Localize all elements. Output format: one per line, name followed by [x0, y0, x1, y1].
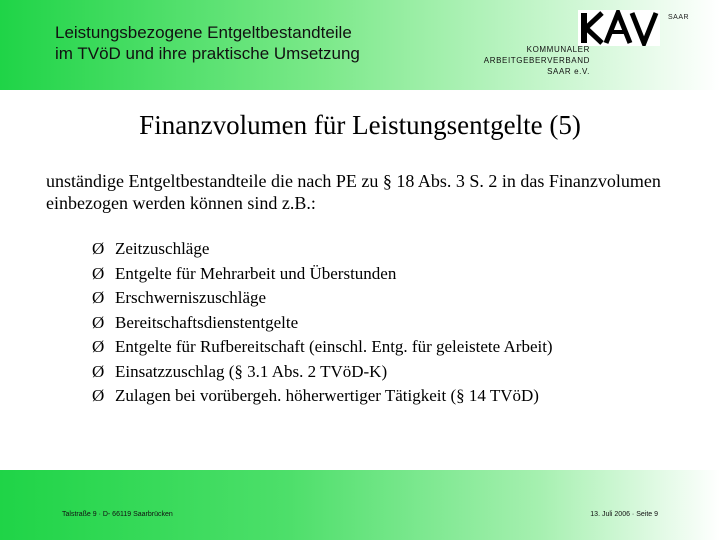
arrow-bullet-icon: Ø: [92, 312, 105, 332]
org-line: KOMMUNALER: [526, 45, 590, 54]
bullet-text: Erschwerniszuschläge: [115, 288, 267, 307]
slide-title: Finanzvolumen für Leistungsentgelte (5): [139, 110, 581, 140]
saar-label: SAAR: [668, 14, 690, 21]
kav-logo: [578, 10, 660, 46]
bullet-item: [92, 360, 553, 385]
bullet-item: [92, 384, 553, 409]
arrow-bullet-icon: Ø: [92, 361, 105, 381]
presentation-title: Leistungsbezogene Entgeltbestandteile im TVöD und ihre praktische Umsetzung: [55, 23, 360, 63]
bullet-text: Entgelte für Mehrarbeit und Überstunden: [115, 263, 397, 283]
org-line: SAAR e.V.: [547, 67, 590, 76]
bullet-item: [92, 286, 553, 311]
bullet-item: [92, 262, 553, 287]
footer-date-page: 13. Juli 2006 · Seite 9: [590, 511, 658, 518]
footer-address: Talstraße 9 · D- 66119 Saarbrücken: [62, 511, 173, 518]
bullet-text: Bereitschaftsdienstentgelte: [115, 312, 299, 332]
bullet-item: [92, 237, 553, 262]
bullet-text: Zeitzuschläge: [115, 239, 210, 258]
footer-bar: [0, 470, 720, 540]
kav-logo-graphic: [578, 10, 660, 46]
arrow-bullet-icon: Ø: [92, 263, 105, 283]
bullet-list: [92, 237, 553, 409]
bullet-item: [92, 311, 553, 336]
bullet-text: Einsatzzuschlag (§ 3.1 Abs. 2 TVöD-K): [115, 361, 388, 381]
bullet-text: Entgelte für Rufbereitschaft (einschl. Entg. für geleistete Arbeit): [115, 337, 553, 356]
bullet-item: [92, 335, 553, 360]
bullet-text: Zulagen bei vorübergeh. höherwertiger Tätigkeit (§ 14 TVöD): [115, 386, 539, 405]
arrow-bullet-icon: Ø: [92, 337, 105, 356]
arrow-bullet-icon: Ø: [92, 239, 105, 258]
org-line: ARBEITGEBERVERBAND: [483, 56, 590, 65]
arrow-bullet-icon: Ø: [92, 386, 105, 405]
arrow-bullet-icon: Ø: [92, 288, 105, 307]
header-bar: [0, 0, 720, 90]
organization-name: [484, 44, 590, 77]
intro-text: unständige Entgeltbestandteile die nach PE zu § 18 Abs. 3 S. 2 in das Finanzvolumen einbezogen werden können sind z.B.:: [46, 171, 661, 213]
